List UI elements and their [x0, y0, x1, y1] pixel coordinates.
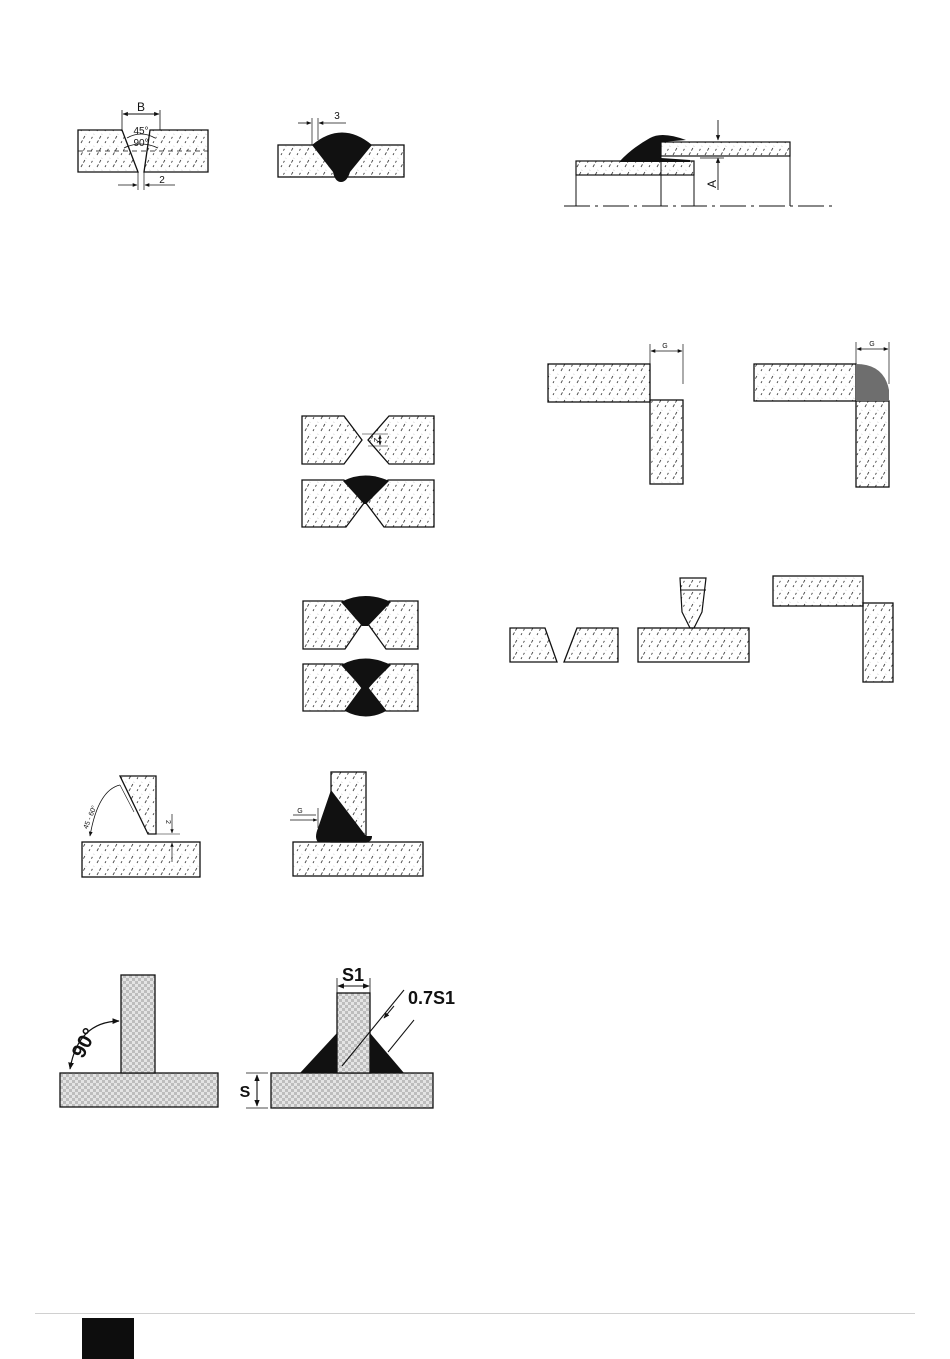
fillet-base-plate — [271, 1073, 433, 1108]
torch-plate — [638, 628, 749, 662]
corner-weld-horizontal-plate — [754, 364, 856, 401]
web-thickness-label: S1 — [341, 965, 365, 985]
fitup-vertical-plate — [863, 603, 893, 682]
double-v-prep-left-plate — [302, 416, 362, 464]
right-angle-web-plate — [121, 975, 155, 1073]
corner-prep-vertical-plate — [650, 400, 683, 484]
fillet-web-plate — [337, 993, 370, 1073]
double-v-preparation — [302, 416, 434, 464]
corner-gap-1-label: G — [662, 343, 668, 350]
footer-page-tab — [82, 1318, 134, 1359]
angle-45-label: 45° — [133, 126, 149, 137]
fitup-horizontal-plate — [773, 576, 863, 606]
gap-width-label: B — [136, 100, 146, 114]
tee-root-label: 2 — [164, 820, 171, 824]
corner-joint-weld — [754, 341, 889, 487]
lap-gap-label: A — [705, 179, 719, 189]
throat-label: 0.7S1 — [408, 988, 456, 1008]
corner-prep-horizontal-plate — [548, 364, 650, 402]
lap-upper-plate — [661, 142, 790, 156]
plate-thickness-label: S — [239, 1084, 251, 1101]
tee-angle-label: 45 - 60° — [82, 804, 99, 831]
angle-90-label: 90° — [133, 138, 149, 149]
footer-rule — [35, 1313, 915, 1314]
right-angle-base-plate — [60, 1073, 218, 1107]
tee-fillet-weld — [240, 965, 455, 1108]
right-angle-label: 90° — [67, 1024, 102, 1062]
double-v-back-gouge — [303, 596, 418, 649]
cutting-torch — [680, 578, 706, 628]
tee-weld-base-plate — [293, 842, 423, 876]
root-gap-label: 2 — [159, 175, 165, 186]
double-v-complete — [303, 659, 418, 717]
double-v-first-pass — [302, 476, 434, 528]
tee-right-angle — [60, 975, 218, 1107]
corner-weld-bead — [856, 364, 889, 401]
corner-gap-2-label: G — [869, 341, 875, 348]
double-v-root-label: 2 — [372, 437, 381, 443]
corner-weld-vertical-plate — [856, 401, 889, 487]
corner-joint-preparation — [548, 343, 683, 484]
corner-fitup — [773, 576, 893, 682]
tee-weld-gap-label: G — [297, 808, 303, 815]
beveled-plates — [510, 628, 618, 662]
torch-cutting — [638, 578, 749, 662]
tee-prep-web-plate — [120, 776, 156, 834]
v-groove-weld — [278, 111, 404, 182]
tee-bevel-preparation — [82, 776, 200, 877]
lap-joint — [564, 120, 832, 206]
tee-prep-base-plate — [82, 842, 200, 877]
v-groove-preparation — [78, 100, 208, 190]
fillet-left-bead — [300, 1033, 337, 1073]
lap-lower-plate — [576, 161, 694, 175]
bevel-left-plate — [510, 628, 557, 662]
tee-weld — [290, 772, 423, 876]
bevel-right-plate — [564, 628, 618, 662]
overlap-3-label: 3 — [334, 111, 340, 122]
